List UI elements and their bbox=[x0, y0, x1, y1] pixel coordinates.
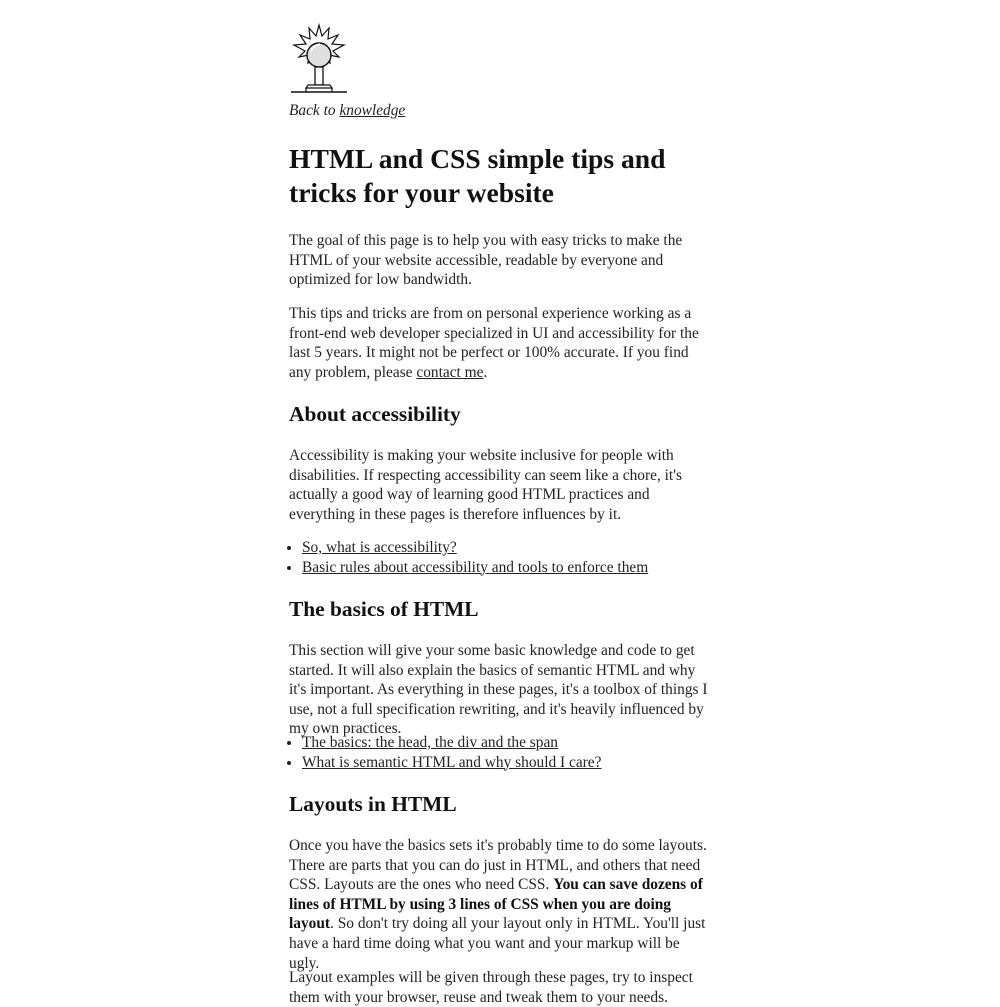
list-item bbox=[302, 753, 722, 773]
disclaimer-paragraph bbox=[289, 304, 711, 382]
accessibility-heading: About accessibility bbox=[289, 402, 461, 426]
knowledge-link[interactable]: knowledge bbox=[339, 102, 406, 119]
back-link-line bbox=[289, 101, 405, 121]
list-item bbox=[302, 558, 722, 578]
page-title: HTML and CSS simple tips and tricks for your website bbox=[289, 143, 666, 208]
disclaimer-end: . bbox=[483, 363, 488, 381]
list-item bbox=[302, 733, 722, 753]
head-div-span-link[interactable]: The basics: the head, the div and the span bbox=[302, 734, 559, 751]
contact-link[interactable]: contact me bbox=[416, 363, 484, 381]
layouts-bold-text: You can save dozens of lines of HTML by using 3 lines of CSS when you are doing layout bbox=[289, 876, 703, 933]
layouts-paragraph bbox=[289, 836, 711, 973]
html-basics-paragraph: This section will give your some basic knowledge and code to get started. It will also explain the basics of semantic HTML and why it's important. As everything in these pages, it's a toolbox of things I use, not a full specification rewriting, and it's heavily influenced by my own practices. bbox=[289, 642, 708, 738]
layouts-text-end: . So don't try doing all your layout only in HTML. You'll just have a hard time doing what you want and your markup will be ugly. bbox=[289, 915, 706, 972]
accessibility-paragraph: Accessibility is making your website inclusive for people with disabilities. If respecting accessibility can seem like a chore, it's actually a good way of learning good HTML practices and everything in these pages is therefore influences by it. bbox=[289, 447, 682, 523]
html-basics-links bbox=[289, 733, 722, 772]
accessibility-links bbox=[289, 538, 722, 577]
disclaimer-text: This tips and tricks are from on personal experience working as a front-end web developer specialized in UI and accessibility for the last 5 years. It might not be perfect or 100% accurate. If you find any problem, please bbox=[289, 305, 699, 381]
accessibility-rules-link[interactable]: Basic rules about accessibility and tools to enforce them bbox=[302, 558, 649, 576]
joystick-icon bbox=[289, 22, 349, 96]
semantic-html-link[interactable]: What is semantic HTML and why should I care? bbox=[302, 753, 602, 771]
layout-examples-paragraph: Layout examples will be given through these pages, try to inspect them with your browser, reuse and tweak them to your needs. bbox=[289, 969, 693, 1006]
what-is-accessibility-link[interactable]: So, what is accessibility? bbox=[302, 539, 457, 556]
layouts-text-start: Once you have the basics sets it's probably time to do some layouts. There are parts that you can do just in HTML, and others that need CSS. Layouts are the ones who need CSS. bbox=[289, 837, 707, 894]
list-item bbox=[302, 538, 722, 558]
html-basics-heading: The basics of HTML bbox=[289, 597, 479, 621]
intro-paragraph: The goal of this page is to help you with easy tricks to make the HTML of your website accessible, readable by everyone and optimized for low bandwidth. bbox=[289, 232, 683, 289]
back-prefix: Back to bbox=[289, 102, 340, 119]
layouts-heading: Layouts in HTML bbox=[289, 792, 457, 816]
